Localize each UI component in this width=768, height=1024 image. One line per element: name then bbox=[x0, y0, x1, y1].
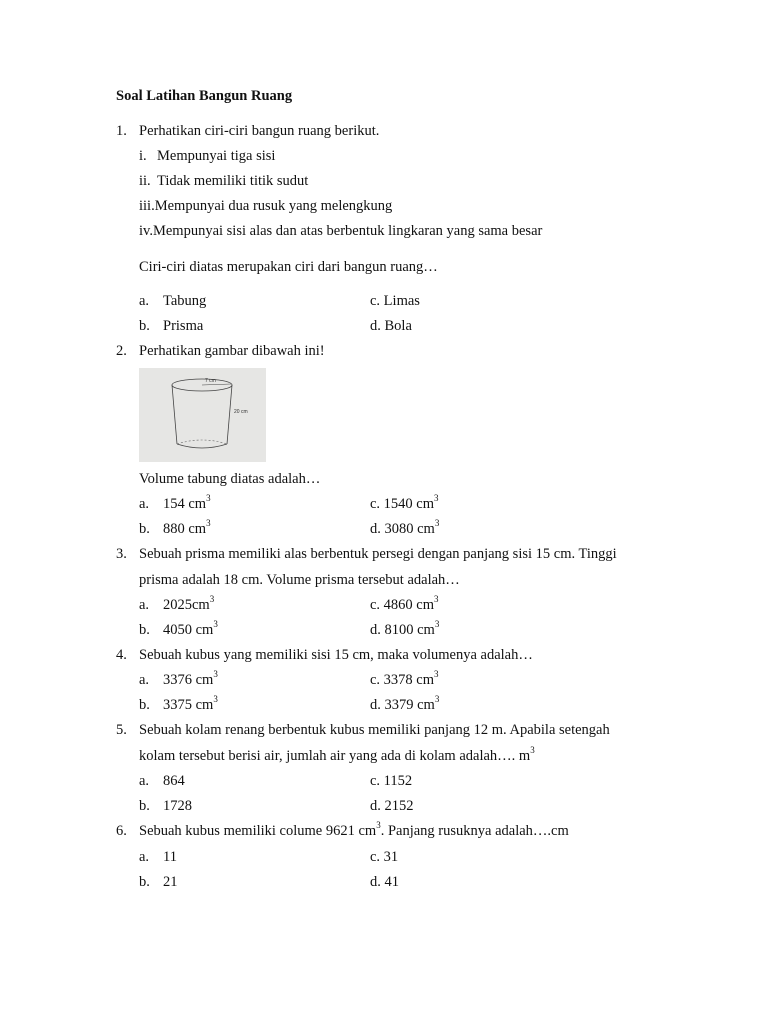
height-label: 20 cm bbox=[234, 409, 248, 415]
list-item: i. Mempunyai tiga sisi bbox=[139, 148, 276, 164]
question-number: 3. bbox=[116, 546, 127, 562]
page-title: Soal Latihan Bangun Ruang bbox=[116, 88, 293, 104]
question-number: 4. bbox=[116, 647, 127, 663]
option-a: a. $2025cm^3$ bbox=[139, 594, 215, 613]
question-text: kolam tersebut berisi air, jumlah air yang ada di kolam adalah…. $m^3$ bbox=[139, 745, 535, 764]
list-item: iii.Mempunyai dua rusuk yang melengkung bbox=[139, 198, 393, 214]
question-text: Perhatikan gambar dibawah ini! bbox=[139, 343, 325, 359]
option-d: d. 3379 $cm^3$ bbox=[370, 694, 440, 713]
question-number: 6. bbox=[116, 823, 127, 839]
option-a: a. 154 $cm^3$ bbox=[139, 493, 211, 512]
option-b: b. 4050 $cm^3$ bbox=[139, 619, 218, 638]
option-b: b. Prisma bbox=[139, 318, 204, 334]
question-number: 2. bbox=[116, 343, 127, 359]
question-text: Sebuah prisma memiliki alas berbentuk persegi dengan panjang sisi 15 cm. Tinggi bbox=[139, 546, 617, 562]
option-c: c. 3378 $cm^3$ bbox=[370, 669, 439, 688]
option-d: d. 2152 bbox=[370, 798, 414, 814]
question-text: Sebuah kubus memiliki colume 9621 $cm^3$. Panjang rusuknya adalah….cm bbox=[139, 820, 569, 839]
option-d: d. 41 bbox=[370, 874, 399, 890]
option-a: a. 864 bbox=[139, 773, 185, 789]
option-c: c. 1540 $cm^3$ bbox=[370, 493, 439, 512]
option-c: c. Limas bbox=[370, 293, 420, 309]
option-a: a. 11 bbox=[139, 849, 177, 865]
question-prompt: Volume tabung diatas adalah… bbox=[139, 471, 321, 487]
question-text: Perhatikan ciri-ciri bangun ruang berikut. bbox=[139, 123, 380, 139]
question-text: Sebuah kubus yang memiliki sisi 15 cm, maka volumenya adalah… bbox=[139, 647, 533, 663]
option-b: b. 1728 bbox=[139, 798, 192, 814]
question-prompt: Ciri-ciri diatas merupakan ciri dari bangun ruang… bbox=[139, 259, 438, 275]
option-a: a. 3376 $cm^3$ bbox=[139, 669, 218, 688]
list-item: ii. Tidak memiliki titik sudut bbox=[139, 173, 309, 189]
option-b: b. 3375 $cm^3$ bbox=[139, 694, 218, 713]
option-c: c. 1152 bbox=[370, 773, 413, 789]
cylinder-figure bbox=[139, 368, 266, 462]
option-c: c. 31 bbox=[370, 849, 399, 865]
question-number: 5. bbox=[116, 722, 127, 738]
option-b: b. 21 bbox=[139, 874, 178, 890]
option-d: d. 3080 $cm^3$ bbox=[370, 518, 440, 537]
list-item: iv.Mempunyai sisi alas dan atas berbentuk lingkaran yang sama besar bbox=[139, 223, 543, 239]
option-d: d. Bola bbox=[370, 318, 412, 334]
option-c: c. 4860 $cm^3$ bbox=[370, 594, 439, 613]
radius-label: 7 cm bbox=[205, 378, 216, 384]
question-text: prisma adalah 18 cm. Volume prisma tersebut adalah… bbox=[139, 572, 460, 588]
option-b: b. 880 $cm^3$ bbox=[139, 518, 211, 537]
question-text: Sebuah kolam renang berbentuk kubus memiliki panjang 12 m. Apabila setengah bbox=[139, 722, 610, 738]
option-a: a. Tabung bbox=[139, 293, 207, 309]
option-d: d. 8100 $cm^3$ bbox=[370, 619, 440, 638]
question-number: 1. bbox=[116, 123, 127, 139]
